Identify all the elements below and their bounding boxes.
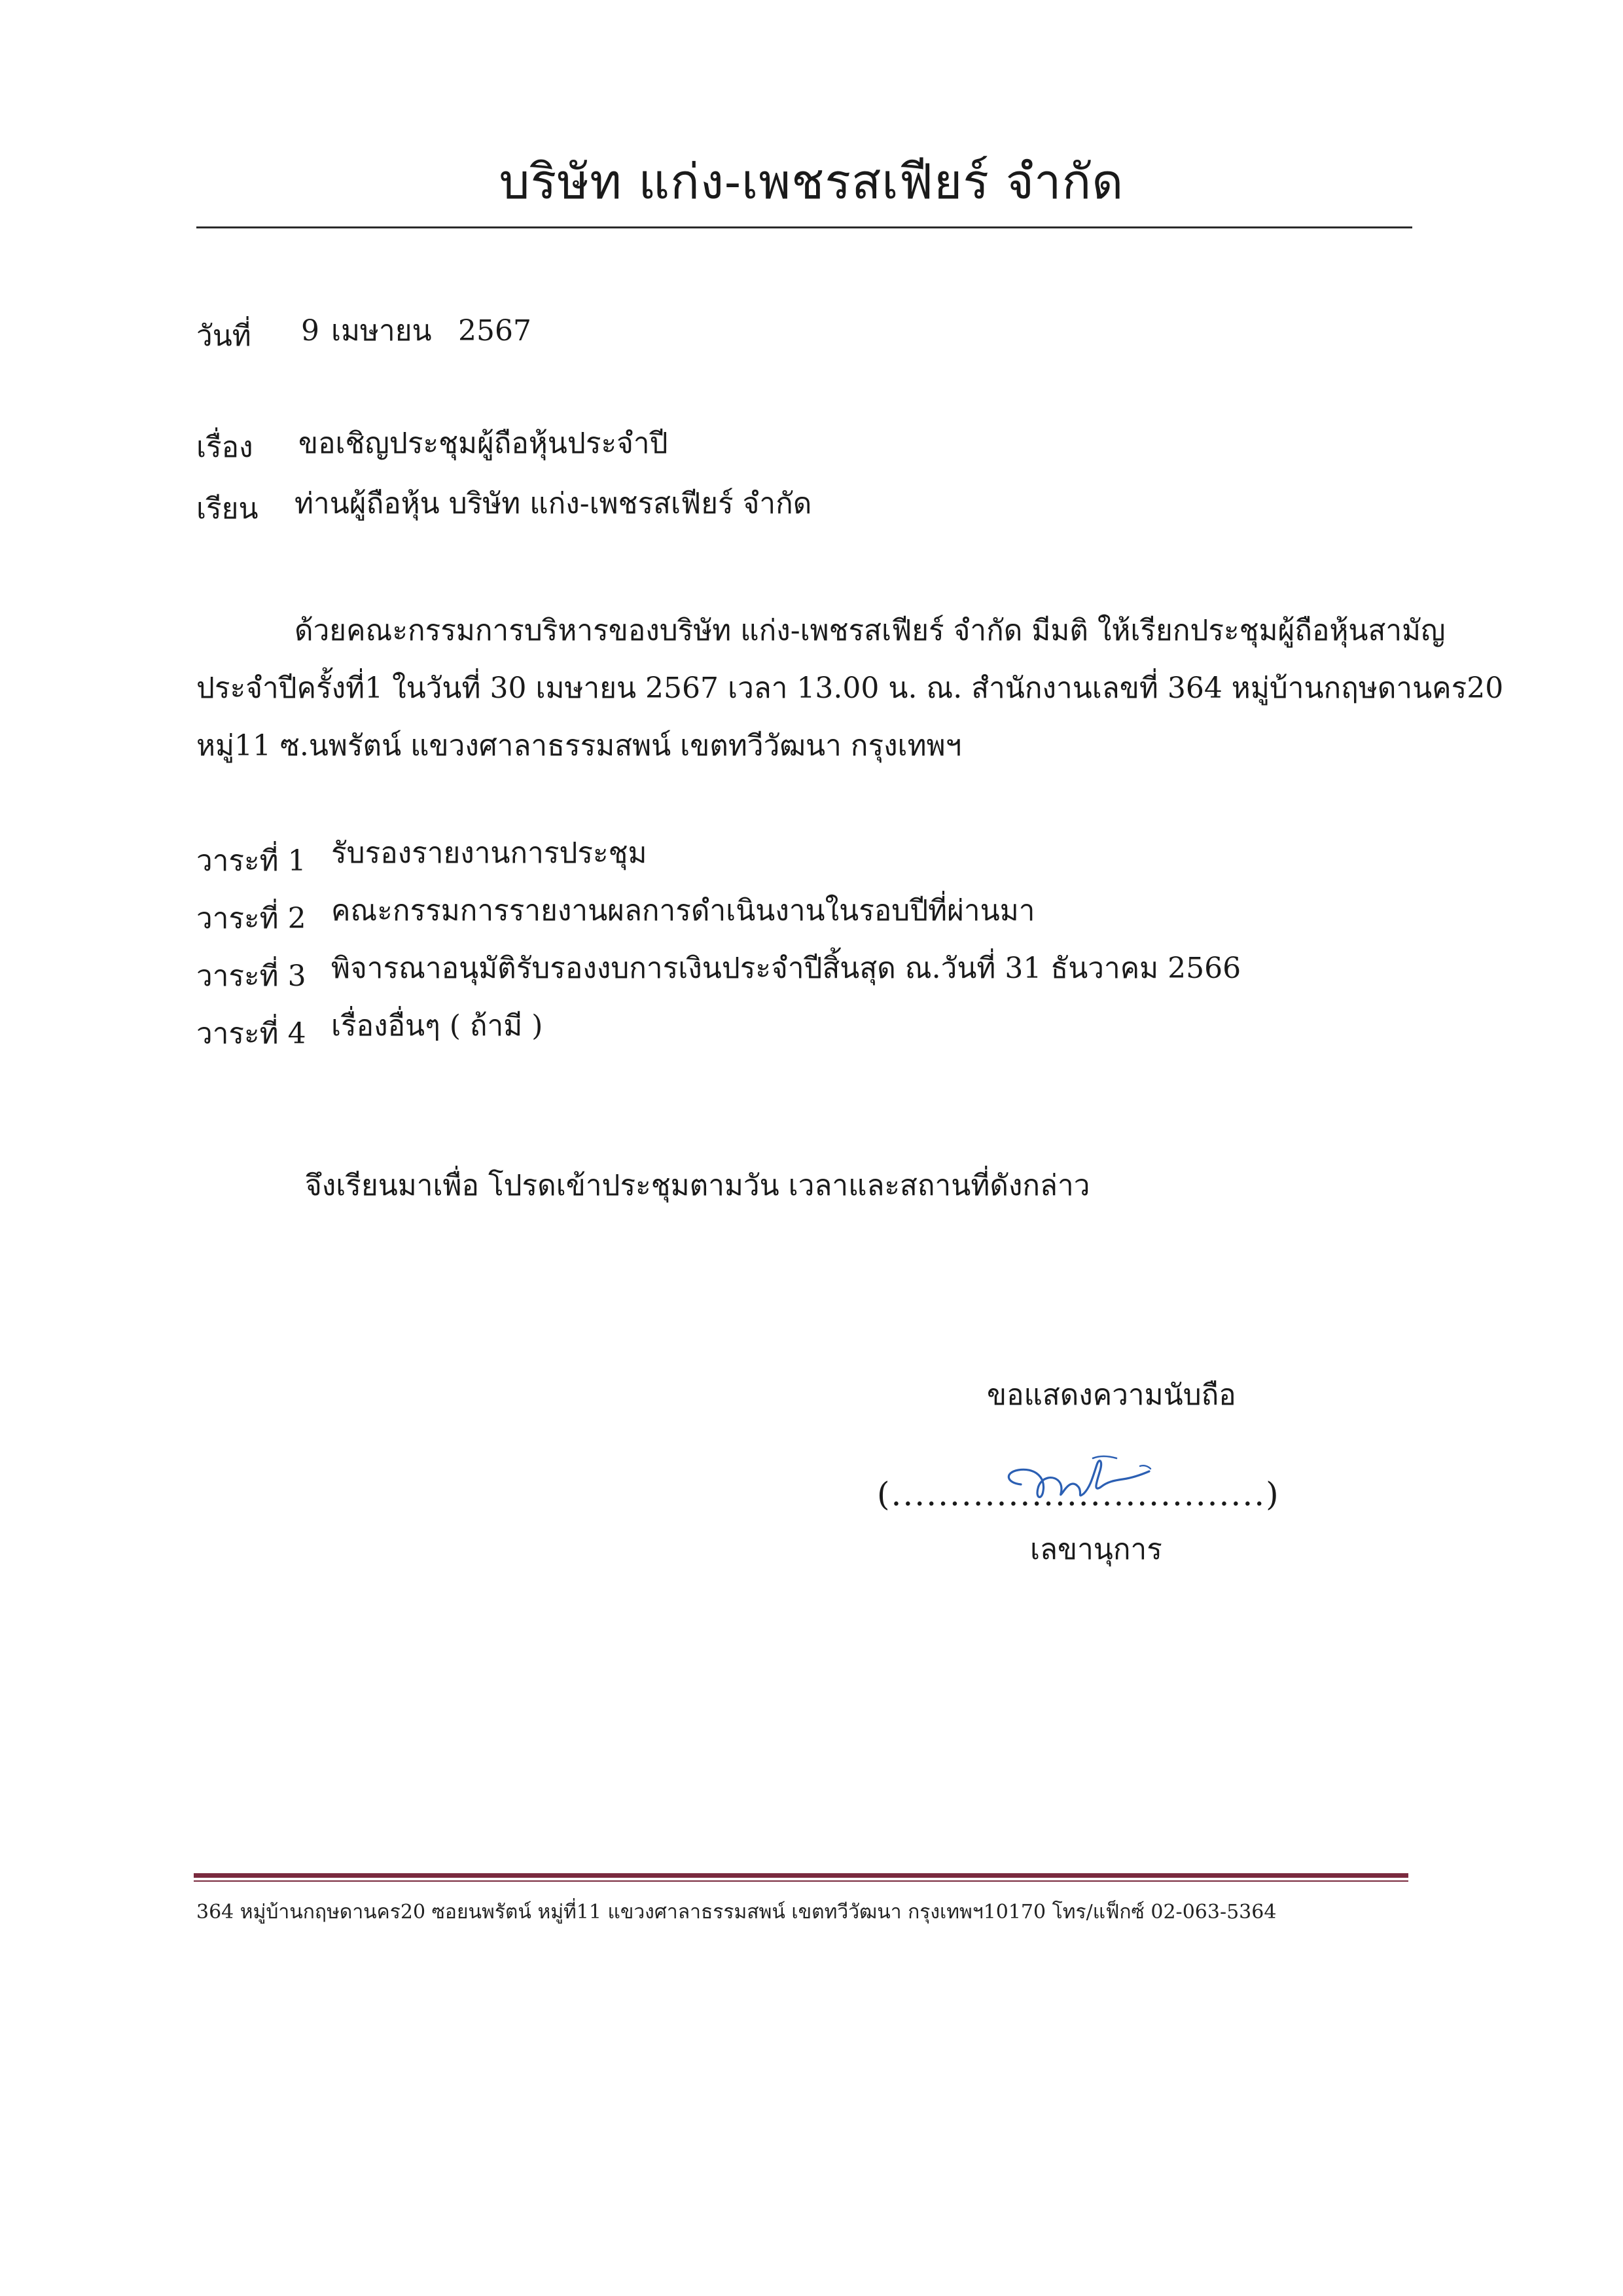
agenda-text-1: รับรองรายงานการประชุม <box>331 836 647 870</box>
agenda-text-4: เรื่องอื่นๆ ( ถ้ามี ) <box>331 1009 543 1043</box>
closing-text: จึงเรียนมาเพื่อ โปรดเข้าประชุมตามวัน เวลาและสถานที่ดังกล่าว <box>305 1169 1090 1202</box>
recipient-label: เรียน <box>196 492 259 526</box>
footer-rule <box>194 1873 1408 1878</box>
agenda-text-2: คณะกรรมการรายงานผลการดำเนินงานในรอบปีที่ผ่านมา <box>331 894 1035 927</box>
signature-line: (................................) <box>877 1475 1280 1513</box>
agenda-label-2: วาระที่ 2 <box>196 902 306 935</box>
body-line-2: ประจำปีครั้งที่1 ในวันที่ 30 เมษายน 2567 เวลา 13.00 น. ณ. สำนักงานเลขที่ 364 หมู่บ้านกฤษดานคร20 <box>196 672 1504 705</box>
agenda-label-3: วาระที่ 3 <box>196 960 306 993</box>
date-month: เมษายน <box>331 314 432 348</box>
company-name: บริษัท แก่ง-เพชรสเฟียร์ จำกัด <box>499 154 1124 210</box>
date-year: 2567 <box>458 314 531 348</box>
agenda-label-4: วาระที่ 4 <box>196 1017 306 1050</box>
agenda-label-1: วาระที่ 1 <box>196 844 306 878</box>
header-divider <box>196 226 1412 228</box>
regards-text: ขอแสดงความนับถือ <box>987 1378 1236 1412</box>
signer-title: เลขานุการ <box>1030 1533 1162 1566</box>
agenda-text-3: พิจารณาอนุมัติรับรองงบการเงินประจำปีสิ้นสุด ณ.วันที่ 31 ธันวาคม 2566 <box>331 952 1241 985</box>
body-line-3: หมู่11 ซ.นพรัตน์ แขวงศาลาธรรมสพน์ เขตทวีวัฒนา กรุงเทพฯ <box>196 729 962 762</box>
date-day: 9 <box>301 314 319 348</box>
date-label: วันที่ <box>196 319 251 353</box>
footer-address: 364 หมู่บ้านกฤษดานคร20 ซอยนพรัตน์ หมู่ที่11 แขวงศาลาธรรมสพน์ เขตทวีวัฒนา กรุงเทพฯ10170 โทร/แฟ็กซ์ 02-063-5364 <box>196 1901 1277 1924</box>
body-line-1: ด้วยคณะกรรมการบริหารของบริษัท แก่ง-เพชรสเฟียร์ จำกัด มีมติ ให้เรียกประชุมผู้ถือหุ้นสามัญ <box>294 614 1446 647</box>
recipient-text: ท่านผู้ถือหุ้น บริษัท แก่ง-เพชรสเฟียร์ จำกัด <box>294 487 812 520</box>
footer-rule-thin <box>194 1880 1408 1882</box>
subject-label: เรื่อง <box>196 431 253 464</box>
subject-text: ขอเชิญประชุมผู้ถือหุ้นประจำปี <box>298 427 668 460</box>
